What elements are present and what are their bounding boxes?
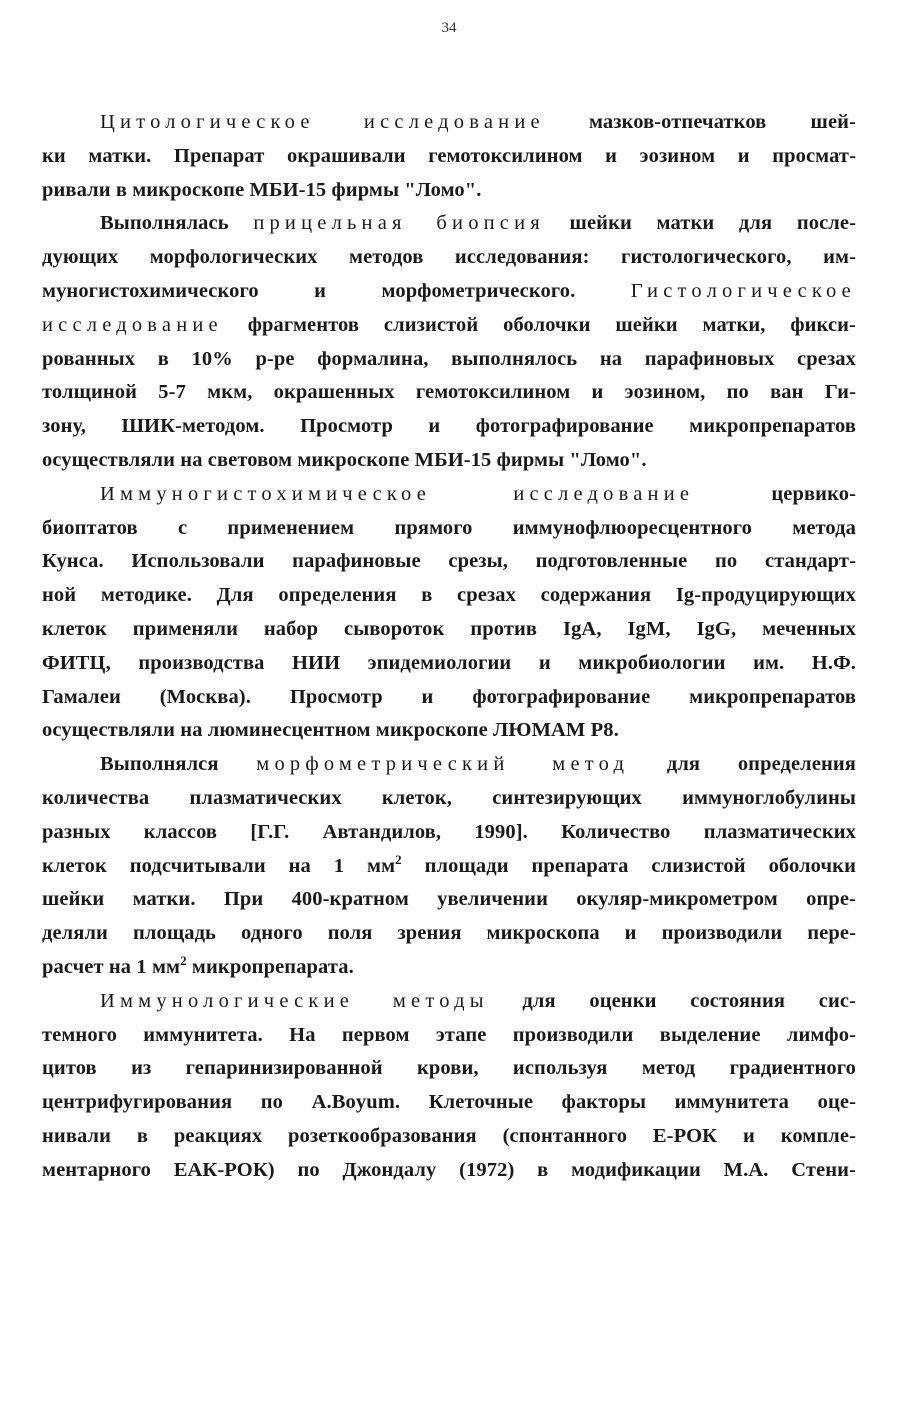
text-line: дующих морфологических методов исследования: гистологического, им- [42, 246, 856, 269]
text-line: осуществляли на люминесцентном микроскопе ЛЮМАМ Р8. [42, 719, 619, 742]
text-line: Иммуногистохимическое исследование цервико- [100, 482, 856, 505]
text-line: клеток подсчитывали на 1 $мм^2$ площади препарата слизистой оболочки [42, 851, 856, 877]
superscript: 2 [395, 851, 402, 867]
text-line: ментарного ЕАК-РОК) по Джондалу (1972) в модификации М.А. Стени- [42, 1158, 856, 1181]
text-line: темного иммунитета. На первом этапе производили выделение лимфо- [42, 1023, 856, 1046]
text-line: ки матки. Препарат окрашивали гемотоксилином и эозином и просмат- [42, 144, 856, 167]
text-line: деляли площадь одного поля зрения микроскопа и производили пере- [42, 922, 856, 945]
spaced-term: прицельная биопсия [253, 212, 545, 235]
superscript: 2 [180, 952, 187, 968]
spaced-term: Цитологическое исследование [100, 111, 545, 133]
spaced-term: Гистологическое [630, 279, 856, 302]
text-line: рованных в 10% р-ре формалина, выполнялось на парафиновых срезах [42, 347, 856, 370]
spaced-term: морфометрический метод [256, 753, 630, 776]
text-line: Цитологическое исследование мазков-отпечатков шей- [100, 111, 856, 133]
text-line: разных классов [Г.Г. Автандилов, 1990]. Количество плазматических [42, 820, 856, 843]
text-line: цитов из гепаринизированной крови, используя метод градиентного [42, 1057, 856, 1080]
text-line: Иммунологические методы для оценки состояния сис- [100, 989, 856, 1012]
text-line: клеток применяли набор сывороток против IgA, IgM, IgG, меченных [42, 617, 856, 640]
text-line: зону, ШИК-методом. Просмотр и фотографирование микропрепаратов [42, 415, 856, 438]
text-line: количества плазматических клеток, синтезирующих иммуноглобулины [42, 786, 856, 809]
text-line: толщиной 5-7 мкм, окрашенных гемотоксилином и эозином, по ван Ги- [42, 381, 856, 404]
spaced-term: Иммунологические методы [100, 989, 489, 1012]
text-line: Выполнялся морфометрический метод для определения [100, 753, 856, 776]
text-line: нивали в реакциях розеткообразования (спонтанного Е-РОК и компле- [42, 1124, 856, 1147]
text-line: осуществляли на световом микроскопе МБИ-15 фирмы "Ломо". [42, 448, 647, 471]
body-text [42, 106, 856, 1188]
text-line: муногистохимического и морфометрического. Гистологическое [42, 279, 856, 302]
text-line: расчет на 1 $мм^2$ микропрепарата. [42, 952, 354, 978]
text-line: ной методике. Для определения в срезах содержания Ig-продуцирующих [42, 584, 856, 607]
spaced-term: Иммуногистохимическое исследование [100, 482, 695, 505]
spaced-term: исследование [42, 313, 223, 336]
text-line: ривали в микроскопе МБИ-15 фирмы "Ломо". [42, 178, 482, 201]
text-line: центрифугирования по A.Boyum. Клеточные факторы иммунитета оце- [42, 1091, 856, 1114]
text-line: Гамалеи (Москва). Просмотр и фотографирование микропрепаратов [42, 685, 856, 708]
text-line: биоптатов с применением прямого иммунофлюоресцентного метода [42, 516, 856, 539]
text-line: шейки матки. При 400-кратном увеличении окуляр-микрометром опре- [42, 888, 856, 911]
text-line: исследование фрагментов слизистой оболочки шейки матки, фикси- [42, 313, 856, 336]
text-line: Кунса. Использовали парафиновые срезы, подготовленные по стандарт- [42, 550, 856, 573]
text-line: Выполнялась прицельная биопсия шейки матки для после- [100, 212, 857, 235]
text-line: ФИТЦ, производства НИИ эпидемиологии и микробиологии им. Н.Ф. [42, 651, 856, 674]
page-number: 34 [441, 20, 457, 36]
